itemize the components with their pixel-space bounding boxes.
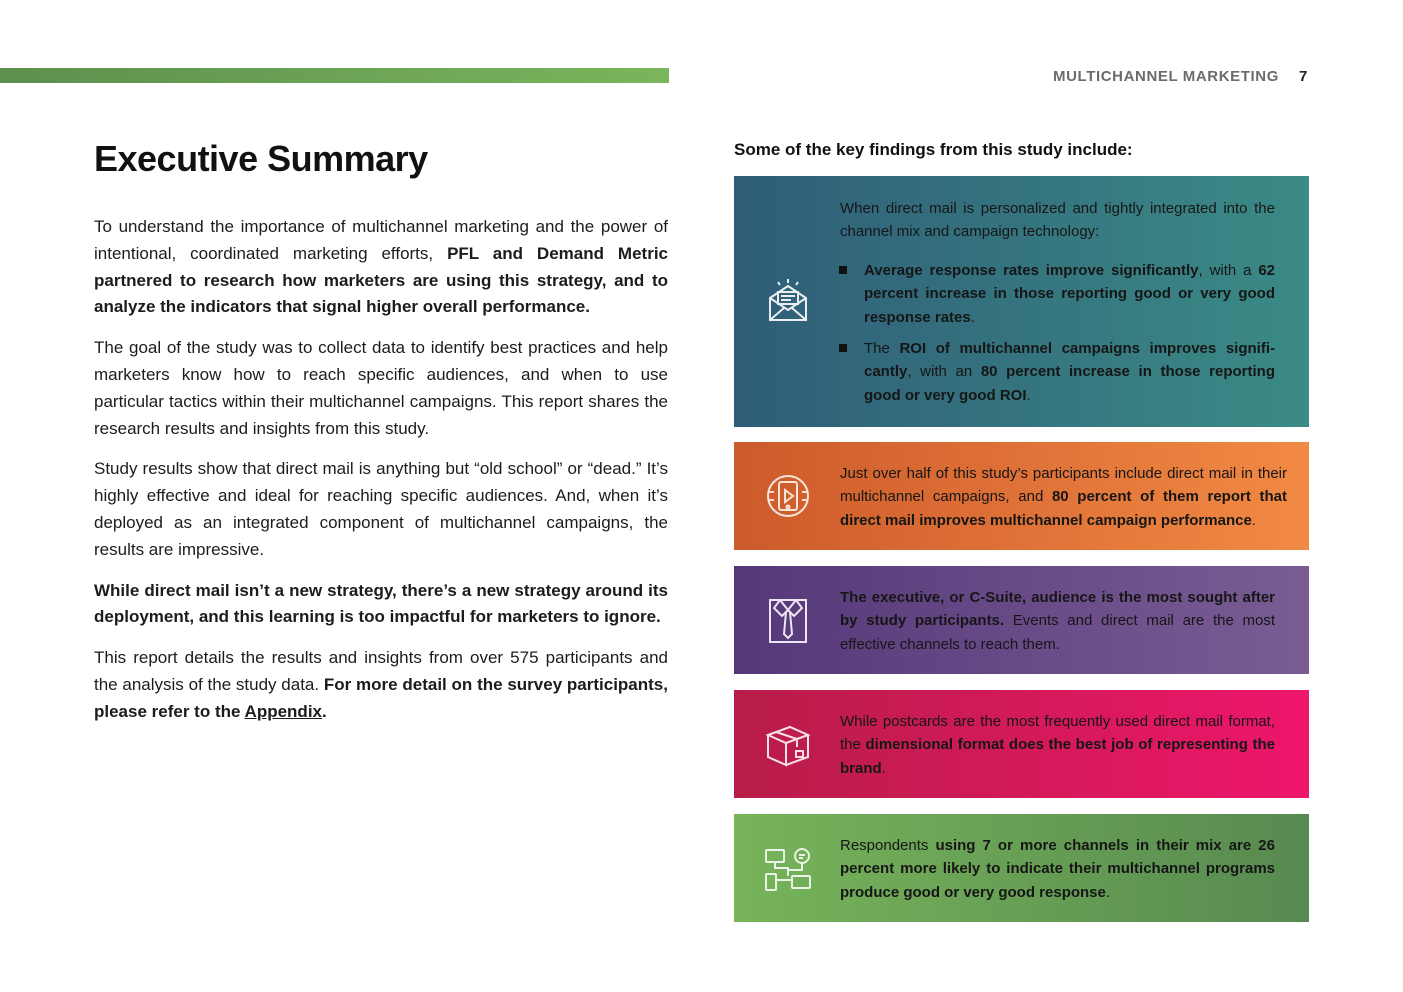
bullet-roi: The ROI of multichannel campaigns improves significantly, with an 80 percent increase in those reporting good or very good ROI. <box>840 337 1275 407</box>
page-number: 7 <box>1299 68 1308 85</box>
finding-card-direct-mail-usage <box>734 442 1309 550</box>
finding-text: While postcards are the most frequently used direct mail format, the dimensional format does the best job of representing the brand. <box>840 713 1275 777</box>
page-title: Executive Summary <box>94 138 428 179</box>
summary-paragraph-2: The goal of the study was to collect data to identify best practices and help marketers know how to reach specific audiences, and when to use particular tactics within their multichannel campaigns. This report shares the research results and insights from this study. <box>94 338 668 438</box>
finding-card-channel-count <box>734 814 1309 922</box>
multichannel-devices-icon <box>764 846 812 894</box>
summary-paragraph-3: Study results show that direct mail is anything but “old school” or “dead.” It’s highly effective and ideal for reaching specific audiences. And, when it’s deployed as an integrated component of multichannel campaigns, the results are impressive. <box>94 459 668 559</box>
finding-bullets <box>840 259 1275 407</box>
bullet-response-rates: Average response rates improve significantly, with a 62 percent increase in those reporting good or very good response rates. <box>840 259 1275 329</box>
finding-card-personalization <box>734 176 1309 427</box>
finding-text: The executive, or C-Suite, audience is the most sought after by study participants. Events and direct mail are the most effective channels to reach them. <box>840 589 1275 653</box>
running-header-title: MULTICHANNEL MARKETING <box>1053 68 1279 85</box>
package-box-icon <box>764 721 812 769</box>
shirt-tie-icon <box>764 596 812 644</box>
summary-paragraph-1: To understand the importance of multichannel marketing and the power of intentional, coordinated marketing efforts, PFL and Demand Metric partnered to research how marketers are using this strategy, and to analyze the indicators that signal higher overall performance. <box>94 217 668 317</box>
finding-text: Respondents using 7 or more channels in their mix are 26 percent more likely to indicate their multichannel programs produce good or very good response. <box>840 837 1275 901</box>
finding-card-executive-audience <box>734 566 1309 674</box>
video-device-icon <box>764 472 812 520</box>
header-accent-bar <box>0 68 669 83</box>
summary-column <box>94 214 668 740</box>
findings-intro: Some of the key findings from this study include: <box>734 140 1133 159</box>
finding-text: Just over half of this study’s participants include direct mail in their multichannel campaigns, and 80 percent of them report that direct mail improves multichannel campaign performance. <box>840 465 1287 529</box>
summary-paragraph-5: This report details the results and insights from over 575 participants and the analysis of the study data. For more detail on the survey participants, please refer to the Appendix. <box>94 648 668 721</box>
summary-paragraph-4: While direct mail isn’t a new strategy, there’s a new strategy around its deployment, and this learning is too impactful for marketers to ignore. <box>94 580 668 627</box>
finding-text: When direct mail is personalized and tightly integrated into the channel mix and campaign technology: Average response rates improve significantly, with a 62 percent increase in those reporting good or very good response rates. The ROI of multichannel campaigns improves significantly, with an 80 percent increase in those reporting good or very good ROI. <box>840 197 1275 415</box>
finding-card-dimensional-format <box>734 690 1309 798</box>
appendix-link[interactable]: Appendix <box>244 701 322 721</box>
mail-envelope-icon <box>764 278 812 326</box>
